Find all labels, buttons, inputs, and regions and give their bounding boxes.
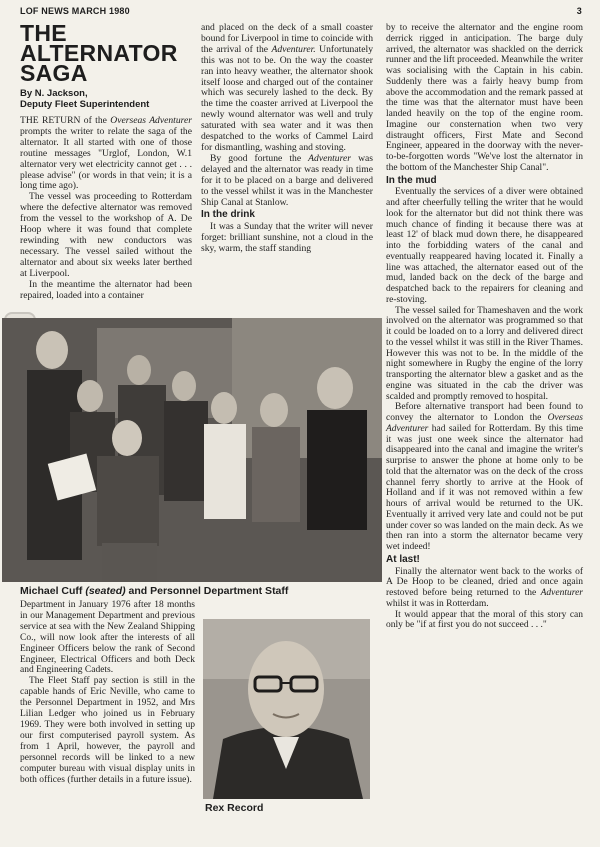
paragraph — [20, 116, 192, 192]
portrait-photo — [203, 619, 370, 799]
caption-name: Michael Cuff — [20, 585, 83, 597]
text-run: Before alternative transport had been found to convey the alternator to London the — [386, 402, 583, 423]
publication-line: LOF NEWS MARCH 1980 — [20, 6, 130, 16]
text-run: Finally the alternator went back to the works of A De Hoop to be cleaned, dried and once again restoved before being returned to the — [386, 566, 583, 598]
personnel-column — [20, 600, 195, 785]
paragraph: The vessel sailed for Thameshaven and the work involved on the alternator was programmed so that it could be loaded on to a lorry and delivered direct to the vessel whilst it was still in the River Thames. However this was not to be. In the middle of the night somewhere in Rugby the engine of the lorry transporting the alternator blew a gasket and as the engine was situated in the cab the driver was scalded and promptly removed to hospital. — [386, 305, 583, 402]
paragraph — [386, 402, 583, 553]
text-run: and placed on the deck of a small coaster bound for Liverpool in time to coincide with the arrival of the — [201, 22, 373, 55]
show-through-text — [540, 700, 598, 720]
text-run: was delayed and the alternator was ready in time for it to be placed on a barge and delivered to the vessel whilst it was in the Manchester Ship Canal at Stanlow. — [201, 152, 373, 208]
text-run: whilst it was in Rotterdam. — [386, 598, 489, 609]
article-title: THE ALTERNATOR SAGA — [20, 20, 178, 86]
section-heading: In the mud — [386, 174, 437, 186]
paragraph — [386, 567, 583, 610]
byline — [20, 88, 192, 110]
article-column-1 — [20, 20, 192, 301]
paragraph: The Fleet Staff pay section is still in the capable hands of Eric Neville, who came to the Personnel Department in 1952, and Mrs Lilian Ledger who joined us in February 1969. They were both involved in setting up our first computerised payroll system. As from 1 April, however, the payroll and personnel records will be linked to a new computer bureau with visual display units in both offices (further details in a future issue). — [20, 676, 195, 785]
page-number: 3 — [576, 6, 582, 16]
page-header — [20, 6, 582, 16]
article-column-2 — [201, 23, 373, 255]
ship-name: Adventurer — [540, 588, 583, 598]
portrait-illustration — [203, 619, 370, 799]
caption-note: (seated) — [85, 585, 126, 597]
article-column-3 — [386, 23, 583, 631]
byline-name: By N. Jackson, — [20, 88, 88, 99]
section-heading: In the drink — [201, 209, 255, 221]
ship-name: Adventurer — [308, 152, 351, 164]
paragraph: Eventually the services of a diver were obtained and after cheerfully telling the writer that he would look for the alternator but did not think there was much chance of finding it because there was at least 12' of black mud down there, he disappeared into the forbidding waters of the canal and eventually reappeared having located it. Finally a line was attached, the alternator eased out of the mud, landed back on the deck of the barge and despatched back to the repairers for cleaning and re-stoving. — [386, 187, 583, 305]
text-run: By good fortune the — [210, 152, 309, 164]
group-photo-illustration — [2, 318, 382, 582]
text-run: THE RETURN of the — [20, 115, 111, 126]
paragraph — [201, 23, 373, 154]
paragraph: The vessel was proceeding to Rotterdam where the defective alternator was removed from the vessel to the workshop of A. De Hoop where it was found that complete rewinding with new conductors was necessary. The vessel sailed without the alternator and about six weeks later berthed at Liverpool. — [20, 191, 192, 279]
ship-name: Overseas Adventurer — [386, 413, 583, 434]
paragraph: by to receive the alternator and the engine room derrick rigged in anticipation. The barge duly arrived, the alternator was shackled on the derrick runner and the lift proceeded. Meanwhile the writer was socialising with the Captain in his cabin. Suddenly there was a fairly heavy bump from above the accommodation and the remark passed at the time was that the alternator must have been landed heavily on the top of the engine room. Imagine our consternation when two very distraught officers, First Mate and Second Engineer, appeared in the doorway with the never-to-be-forgotten words "We've lost the alternator in the bottom of the Manchester Ship Canal". — [386, 23, 583, 173]
section-heading: At last! — [386, 553, 420, 565]
paragraph: It was a Sunday that the writer will never forget: brilliant sunshine, not a cloud in the sky, warm, the staff standing — [201, 221, 373, 255]
paragraph: It would appear that the moral of this story can only be "if at first you do not succeed . . ." — [386, 609, 583, 631]
text-run: had sailed for Rotterdam. By this time it was just one week since the alternator had disappeared into the canal and imagine the writer's surprise to answer the phone at home only to be told that the alternator was on the deck of the cross channel ferry shortly to arrive at the Hook of Holland and if it was not removed within a few hours of arrival would be returned to the UK. Eventually it arrived very late and could not be put under cover so was landed on the main deck. As we then ran into a storm the alternator became very wet indeed! — [386, 423, 583, 552]
paragraph: Department in January 1976 after 18 months in our Management Department and previous service at sea with the New Zealand Shipping Co., will now look after the interests of all Engineer Officers below the rank of Second Engineer, Electrical Officers and both Deck and Engineering Cadets. — [20, 600, 195, 676]
group-photo-caption — [20, 585, 288, 597]
group-photo — [2, 318, 382, 582]
portrait-caption: Rex Record — [205, 802, 264, 814]
text-run: prompts the writer to relate the saga of the alternator. It all started with one of those routine messages "Urglof, London, W.1 alternator very wet electricity cannot get . . . please advise" (or words in that vein; it is a long time ago). — [20, 125, 192, 192]
ship-name: Adventurer. — [271, 43, 316, 55]
paragraph — [201, 154, 373, 209]
paragraph: In the meantime the alternator had been repaired, loaded into a container — [20, 278, 192, 301]
text-run: Unfortunately this was not to be. On the way the coaster ran into heavy weather, the alternator shook itself loose and charged out of the container which was securely lashed to the deck. By the time the coaster arrived at Liverpool the newly wound alternator was well and truly saturated with sea water and it was then despatched to the works of Cammel Laird for dismantling, washing and stoving. — [201, 43, 374, 153]
ship-name: Overseas Adventurer — [110, 115, 192, 126]
byline-role: Deputy Fleet Superintendent — [20, 99, 150, 110]
caption-text: and Personnel Department Staff — [128, 585, 289, 597]
